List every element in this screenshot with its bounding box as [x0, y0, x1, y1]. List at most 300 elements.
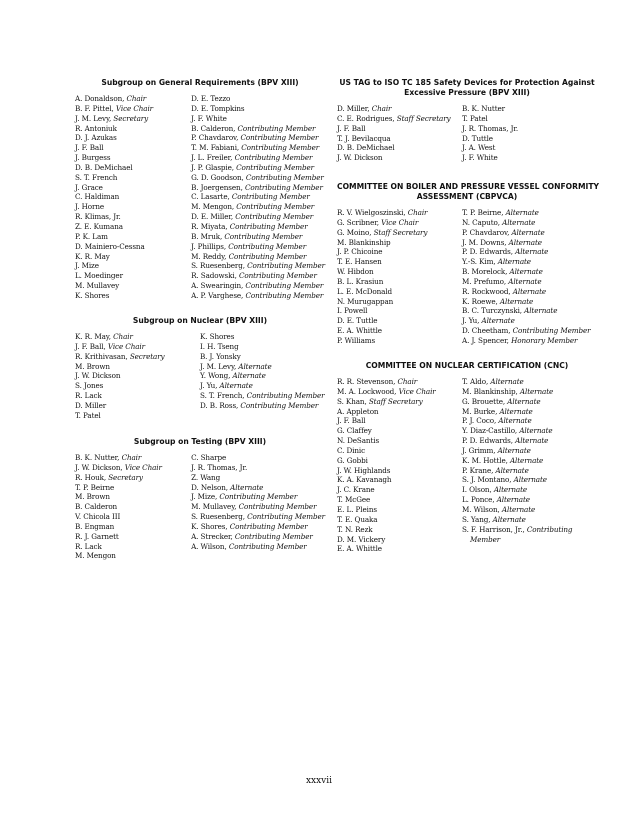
member-name: K. R. May — [75, 251, 110, 261]
member-name: M. A. Lockwood, — [337, 386, 399, 396]
member-entry — [337, 495, 462, 505]
member-name: J. W. Dickson — [75, 371, 121, 381]
member-entry — [462, 238, 590, 248]
member-entry — [191, 532, 325, 542]
member-entry — [75, 281, 191, 291]
member-entry — [337, 277, 462, 287]
member-entry — [337, 446, 462, 456]
member-name: D. Miller — [75, 400, 107, 410]
member-name: M. Brown — [75, 492, 110, 502]
member-entry — [191, 153, 325, 163]
member-role: Alternate — [230, 482, 264, 492]
member-entry — [75, 261, 191, 271]
member-name: A. Donaldson, — [75, 94, 127, 103]
member-entry — [337, 257, 462, 267]
member-name: Y.-S. Kim, — [462, 257, 498, 267]
member-name: C. Dinic — [337, 445, 366, 455]
member-column-right — [462, 377, 572, 554]
member-role: Alternate — [511, 227, 545, 237]
member-entry — [200, 342, 325, 352]
member-name: C. Haldiman — [75, 192, 120, 202]
member-entry — [191, 104, 325, 114]
member-role: Alternate — [219, 381, 253, 391]
member-name: J. Yu, — [200, 381, 220, 391]
member-name: P. J. Coco, — [462, 416, 499, 426]
member-name: P. D. Edwards, — [462, 247, 516, 257]
member-entry — [462, 267, 590, 277]
section-title-line2: Excessive Pressure (BPV XIII) — [404, 88, 530, 97]
member-entry — [75, 133, 191, 143]
member-name: D. Mainiero-Cessna — [75, 241, 145, 251]
member-name: R. Klimas, Jr. — [75, 212, 121, 222]
member-role: Vice Chair — [398, 386, 436, 396]
member-entry — [337, 297, 462, 307]
member-entry — [337, 407, 462, 417]
member-entry — [191, 242, 325, 252]
member-role: Contributing Member — [229, 221, 308, 231]
member-name: B. C. Turczynski, — [462, 306, 525, 316]
member-role: Contributing Member — [236, 202, 315, 212]
member-name: N. Murugappan — [337, 296, 394, 306]
member-role: Chair — [407, 208, 428, 217]
member-role: Contributing Member — [245, 172, 324, 182]
member-entry — [75, 143, 191, 153]
member-role: Contributing — [526, 524, 573, 534]
member-name: R. J. Garnett — [75, 531, 119, 541]
member-name: Z. E. Kumana — [75, 221, 123, 231]
member-entry — [337, 416, 462, 426]
member-entry — [75, 542, 191, 552]
member-name: R. Rockwood, — [462, 286, 513, 296]
member-role: Alternate — [496, 495, 530, 505]
member-name: T. Aldo, — [462, 377, 491, 386]
member-name: B. Calderon — [75, 502, 118, 512]
member-name: T. P. Beirne — [75, 482, 115, 492]
member-entry — [337, 426, 462, 436]
member-entry — [75, 522, 191, 532]
member-entry — [337, 515, 462, 525]
member-name: S. Yang, — [462, 514, 493, 524]
member-name: G. Gobbi — [337, 455, 368, 465]
member-role: Chair — [121, 453, 142, 462]
member-entry — [191, 271, 325, 281]
member-entry — [462, 143, 518, 153]
member-name: G. Moino, — [337, 227, 374, 237]
member-role: Alternate — [502, 217, 536, 227]
member-entry — [337, 247, 462, 257]
member-name: M. Wilson, — [462, 504, 502, 514]
member-entry — [337, 153, 462, 163]
member-entry — [462, 377, 572, 387]
member-role: Alternate — [515, 436, 549, 446]
member-role: Alternate — [498, 416, 532, 426]
member-entry — [337, 134, 462, 144]
member-entry — [75, 391, 200, 401]
member-name: S. F. Harrison, Jr., — [462, 524, 527, 534]
member-entry — [75, 411, 200, 421]
section-testing — [75, 437, 325, 561]
member-entry — [462, 316, 590, 326]
member-entry — [75, 94, 191, 104]
member-entry — [462, 287, 590, 297]
member-entry — [337, 316, 462, 326]
member-entry — [75, 512, 191, 522]
section-general-requirements — [75, 78, 325, 301]
member-name: D. Cheetham, — [462, 326, 513, 336]
member-role: Alternate — [497, 257, 531, 267]
member-name: T. Patel — [462, 113, 488, 123]
member-entry — [462, 495, 572, 505]
member-name: D. E. Miller, — [191, 212, 236, 222]
section-title: COMMITTEE ON BOILER AND PRESSURE VESSEL CONFORMITY — [337, 182, 600, 191]
member-entry — [191, 542, 325, 552]
member-name: C. Sharpe — [191, 453, 227, 462]
member-name: B. F. Pittel, — [75, 103, 116, 113]
member-name: D. E. Tezzo — [191, 94, 231, 103]
member-name: J. F. White — [462, 153, 498, 163]
member-name: D. Nelson, — [191, 482, 231, 492]
member-name: M. Reddy, — [191, 251, 229, 261]
member-entry — [191, 124, 325, 134]
member-name: T. E. Hansen — [337, 257, 382, 267]
member-name: S. Jones — [75, 381, 104, 391]
member-entry — [75, 124, 191, 134]
member-entry — [75, 332, 200, 342]
member-role: Contributing Member — [247, 512, 325, 522]
member-name: P. K. Lam — [75, 231, 108, 241]
member-entry — [75, 362, 200, 372]
member-role: Secretary — [129, 351, 165, 361]
member-role: Alternate — [524, 306, 558, 316]
member-entry — [75, 453, 191, 463]
member-entry — [462, 466, 572, 476]
member-entry — [191, 483, 325, 493]
member-role: Chair — [371, 104, 392, 113]
member-role: Contributing Member — [512, 326, 591, 336]
member-entry — [191, 463, 325, 473]
member-column-right — [191, 453, 325, 561]
member-name: J. M. Levy, — [75, 113, 114, 123]
member-name: J. Mize, — [191, 492, 220, 502]
member-entry — [337, 377, 462, 387]
member-name: T. Patel — [75, 410, 101, 420]
member-entry — [191, 173, 325, 183]
member-columns — [75, 94, 325, 301]
member-entry — [75, 192, 191, 202]
member-name: A. Strecker, — [191, 531, 235, 541]
member-entry — [462, 485, 572, 495]
member-name: T. E. Quaka — [337, 514, 378, 524]
member-role: Contributing Member — [238, 502, 317, 512]
member-name: S. J. Montano, — [462, 475, 514, 485]
member-name: N. Caputo, — [462, 217, 503, 227]
member-role: Contributing Member — [234, 531, 313, 541]
member-entry — [462, 228, 590, 238]
member-entry — [191, 492, 325, 502]
member-entry — [191, 281, 325, 291]
member-role: Secretary — [113, 113, 149, 123]
member-entry — [191, 222, 325, 232]
section-cnc — [337, 361, 597, 554]
member-role: Alternate — [499, 406, 533, 416]
member-role: Staff Secretary — [373, 227, 428, 237]
member-name: C. Lasarte, — [191, 192, 232, 202]
member-name: L. Ponce, — [462, 495, 497, 505]
member-entry — [200, 371, 325, 381]
member-role: Alternate — [497, 445, 531, 455]
member-entry — [75, 183, 191, 193]
member-name: J. F. White — [191, 113, 227, 123]
member-entry — [191, 212, 325, 222]
member-name: R. Antoniuk — [75, 123, 117, 133]
member-column-left — [75, 94, 191, 301]
member-entry — [462, 515, 572, 525]
section-title: Subgroup on Nuclear (BPV XIII) — [132, 316, 268, 325]
member-name: D. Tuttle — [462, 133, 493, 143]
member-entry — [191, 192, 325, 202]
member-name: D. J. Azukas — [75, 133, 117, 143]
member-name: G. D. Goodson, — [191, 172, 246, 182]
member-name: A. Swearingin, — [191, 281, 246, 291]
member-entry — [191, 291, 325, 301]
member-name: P. Krane, — [462, 465, 496, 475]
member-name: I. Powell — [337, 306, 368, 316]
member-role: Contributing Member — [236, 162, 314, 172]
section-title: COMMITTEE ON NUCLEAR CERTIFICATION (CNC) — [365, 361, 569, 370]
member-role: Alternate — [505, 208, 539, 217]
member-name: J. C. Krane — [337, 485, 375, 495]
member-name: S. Khan, — [337, 396, 369, 406]
member-entry — [337, 238, 462, 248]
member-entry — [75, 342, 200, 352]
member-entry — [462, 387, 572, 397]
member-name: L. Moedinger — [75, 271, 123, 281]
member-name: L. E. McDonald — [337, 286, 393, 296]
member-entry — [337, 208, 462, 218]
member-role: Contributing Member — [224, 231, 303, 241]
member-entry — [200, 391, 325, 401]
member-entry — [337, 535, 462, 545]
member-name: T. M. Fabiani, — [191, 143, 242, 153]
member-name: J. F. Ball — [75, 143, 104, 153]
section-title: Subgroup on Testing (BPV XIII) — [133, 437, 267, 446]
member-column-left — [75, 332, 200, 421]
member-role: Alternate — [238, 361, 272, 371]
member-name: M. Mengon — [75, 551, 116, 561]
member-entry — [462, 124, 518, 134]
member-entry — [191, 163, 325, 173]
member-name: T. N. Rezk — [337, 524, 373, 534]
member-entry — [462, 456, 572, 466]
member-role: Contributing Member — [237, 123, 316, 133]
member-entry — [337, 267, 462, 277]
member-entry — [462, 446, 572, 456]
member-name: J. Burgess — [75, 153, 111, 163]
member-role: Staff Secretary — [368, 396, 423, 406]
member-entry — [337, 143, 462, 153]
member-entry — [337, 218, 462, 228]
member-entry — [462, 104, 518, 114]
member-name: I. Olson, — [462, 485, 494, 495]
member-column-left — [337, 104, 462, 163]
member-name: A. P. Varghese, — [191, 290, 246, 300]
member-entry — [75, 252, 191, 262]
member-entry — [191, 502, 325, 512]
member-name: K. R. May, — [75, 332, 114, 341]
member-name: J. F. Ball — [337, 416, 366, 426]
member-name: B. K. Nutter — [462, 104, 505, 113]
member-name: B. Joergensen, — [191, 182, 245, 192]
member-name: P. Williams — [337, 335, 376, 345]
member-entry — [191, 183, 325, 193]
member-name: J. W. Dickson — [337, 153, 383, 163]
member-name: J. P. Chicoine — [337, 247, 383, 257]
member-name: J. A. West — [462, 143, 496, 153]
member-role: Alternate — [508, 276, 542, 286]
member-name: J. F. Ball — [337, 123, 366, 133]
member-role: Contributing Member — [219, 492, 298, 502]
member-name: I. H. Tseng — [200, 341, 239, 351]
member-entry — [462, 277, 590, 287]
member-name: R. Houk, — [75, 472, 109, 482]
member-name: B. J. Yonsky — [200, 351, 241, 361]
member-entry — [462, 247, 590, 257]
member-entry — [75, 212, 191, 222]
member-entry — [191, 261, 325, 271]
member-name: E. L. Pleins — [337, 504, 377, 514]
member-entry — [462, 134, 518, 144]
member-columns — [75, 332, 325, 421]
member-name: J. Grace — [75, 182, 103, 192]
member-name: T. P. Beirne, — [462, 208, 506, 217]
member-entry — [337, 475, 462, 485]
member-entry — [462, 407, 572, 417]
member-entry — [191, 252, 325, 262]
member-name: M. Blankinship — [337, 237, 391, 247]
member-entry — [191, 94, 325, 104]
member-name: Y. Diaz-Castillo, — [462, 426, 520, 436]
member-role: Member — [470, 534, 501, 544]
member-entry — [191, 133, 325, 143]
member-name: J. M. Downs, — [462, 237, 509, 247]
member-column-right — [200, 332, 325, 421]
member-role: Alternate — [519, 386, 554, 396]
member-entry — [337, 306, 462, 316]
member-role: Chair — [126, 94, 147, 103]
member-role: Alternate — [501, 504, 536, 514]
member-name: P. D. Edwards, — [462, 436, 516, 446]
member-entry — [200, 332, 325, 342]
member-name: M. Mengon, — [191, 202, 237, 212]
member-name: J. Yu, — [462, 316, 482, 326]
member-role: Alternate — [513, 475, 547, 485]
member-entry — [337, 456, 462, 466]
member-role: Vice Chair — [381, 217, 419, 227]
member-entry — [337, 287, 462, 297]
member-role: Alternate — [509, 455, 544, 465]
member-name: J. W. Dickson, — [75, 462, 125, 472]
member-entry — [191, 202, 325, 212]
member-entry — [200, 381, 325, 391]
section-title-line2: ASSESSMENT (CBPVCA) — [416, 192, 518, 201]
member-role: Contributing Member — [228, 541, 307, 551]
member-entry — [337, 466, 462, 476]
member-name: K. Shores, — [191, 521, 230, 531]
member-entry — [462, 397, 572, 407]
member-entry — [200, 352, 325, 362]
member-entry — [462, 257, 590, 267]
member-name: B. Morelock, — [462, 267, 510, 277]
member-entry — [337, 525, 462, 535]
member-name: A. J. Spencer, — [462, 335, 512, 345]
member-name: D. Miller, — [337, 104, 372, 113]
member-name: G. Brouette, — [462, 396, 508, 406]
member-name: K. M. Hottle, — [462, 455, 510, 465]
member-role: Alternate — [519, 426, 553, 436]
member-entry — [75, 381, 200, 391]
member-name: B. Mruk, — [191, 231, 225, 241]
member-role: Contributing Member — [240, 400, 319, 410]
member-name: D. B. DeMichael — [75, 162, 133, 172]
member-entry — [462, 153, 518, 163]
member-name: B. Calderon, — [191, 123, 238, 133]
member-name: J. W. Highlands — [337, 465, 391, 475]
member-name: A. Appleton — [337, 406, 379, 416]
member-name: B. Engman — [75, 521, 115, 531]
member-entry — [462, 336, 590, 346]
member-name: T. J. Bevilacqua — [337, 133, 391, 143]
member-column-right — [462, 104, 518, 163]
member-name: B. K. Nutter, — [75, 453, 122, 462]
member-name: D. E. Tuttle — [337, 316, 378, 326]
member-entry — [337, 485, 462, 495]
member-name: G. Claffey — [337, 426, 372, 436]
member-role: Alternate — [493, 485, 528, 495]
member-entry — [75, 532, 191, 542]
member-entry — [191, 453, 325, 463]
member-entry — [337, 505, 462, 515]
member-name: A. Wilson, — [191, 541, 229, 551]
member-entry — [191, 522, 325, 532]
member-entry — [75, 202, 191, 212]
member-entry — [462, 525, 572, 535]
member-name: S. T. French, — [200, 391, 247, 401]
member-name: R. Miyata, — [191, 221, 230, 231]
member-role: Contributing Member — [228, 241, 307, 251]
member-role: Alternate — [495, 465, 529, 475]
member-entry — [191, 232, 325, 242]
member-entry — [337, 228, 462, 238]
member-name: M. Mullavey — [75, 281, 120, 291]
member-name: T. McGee — [337, 495, 371, 505]
member-entry — [75, 352, 200, 362]
member-name: J. R. Thomas, Jr. — [191, 462, 248, 472]
member-role: Contributing Member — [245, 281, 324, 291]
member-role: Alternate — [492, 514, 526, 524]
member-entry — [337, 326, 462, 336]
member-role: Alternate — [499, 296, 534, 306]
member-name: J. Grimm, — [462, 445, 498, 455]
member-name: B. L. Krasiun — [337, 276, 384, 286]
member-role: Contributing Member — [229, 521, 308, 531]
member-name: N. DeSantis — [337, 436, 380, 446]
member-entry — [337, 124, 462, 134]
member-role: Alternate — [490, 377, 524, 386]
member-role: Alternate — [232, 371, 266, 381]
member-entry — [200, 401, 325, 411]
member-entry — [337, 397, 462, 407]
member-name: J. F. Ball, — [75, 341, 108, 351]
